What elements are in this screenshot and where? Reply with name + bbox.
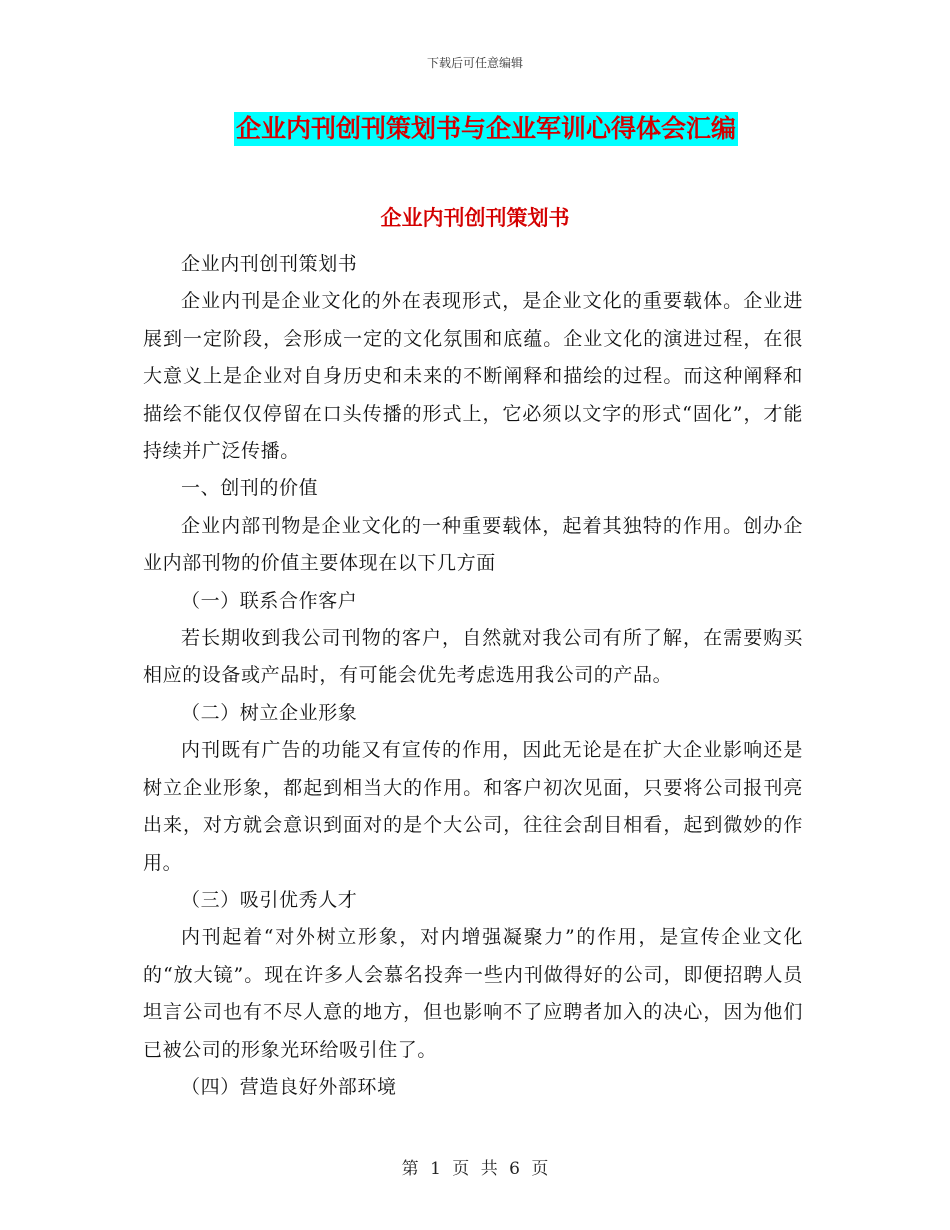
body-paragraph: 企业内部刊物是企业文化的一种重要载体，起着其独特的作用。创办企业内部刊物的价值主要体现在以下几方面 bbox=[143, 514, 803, 575]
document-section-title: 企业内刊创刊策划书 bbox=[380, 205, 570, 230]
body-paragraph: 内刊起着“对外树立形象，对内增强凝聚力”的作用，是宣传企业文化的“放大镜”。现在许多人会慕名投奔一些内刊做得好的公司，即便招聘人员坦言公司也有不尽人意的地方，但也影响不了应聘者加入的决心，因为他们已被公司的形象光环给吸引住了。 bbox=[143, 926, 803, 1061]
document-body bbox=[143, 246, 803, 1106]
body-paragraph: 企业内刊是企业文化的外在表现形式，是企业文化的重要载体。企业进展到一定阶段，会形成一定的文化氛围和底蕴。企业文化的演进过程，在很大意义上是企业对自身历史和未来的不断阐释和描绘的过程。而这种阐释和描绘不能仅仅停留在口头传播的形式上，它必须以文字的形式“固化”，才能持续并广泛传播。 bbox=[143, 290, 803, 463]
subsection-heading: （四）营造良好外部环境 bbox=[181, 1075, 397, 1098]
subsection-heading: （三）吸引优秀人才 bbox=[181, 888, 358, 911]
subsection-heading: （二）树立企业形象 bbox=[181, 701, 358, 724]
page-header-note: 下载后可任意编辑 bbox=[426, 56, 523, 70]
body-paragraph: 内刊既有广告的功能又有宣传的作用，因此无论是在扩大企业影响还是树立企业形象，都起到相当大的作用。和客户初次见面，只要将公司报刊亮出来，对方就会意识到面对的是个大公司，往往会刮目相看，起到微妙的作用。 bbox=[143, 739, 803, 874]
body-paragraph: 若长期收到我公司刊物的客户，自然就对我公司有所了解，在需要购买相应的设备或产品时，有可能会优先考虑选用我公司的产品。 bbox=[143, 627, 803, 687]
body-paragraph-heading: 企业内刊创刊策划书 bbox=[181, 253, 358, 275]
subsection-heading: （一）联系合作客户 bbox=[181, 589, 358, 612]
document-main-title: 企业内刊创刊策划书与企业军训心得体会汇编 bbox=[234, 112, 738, 146]
page-number-footer: 第 1 页 共 6 页 bbox=[401, 1159, 549, 1179]
section-heading: 一、创刊的价值 bbox=[181, 477, 319, 500]
